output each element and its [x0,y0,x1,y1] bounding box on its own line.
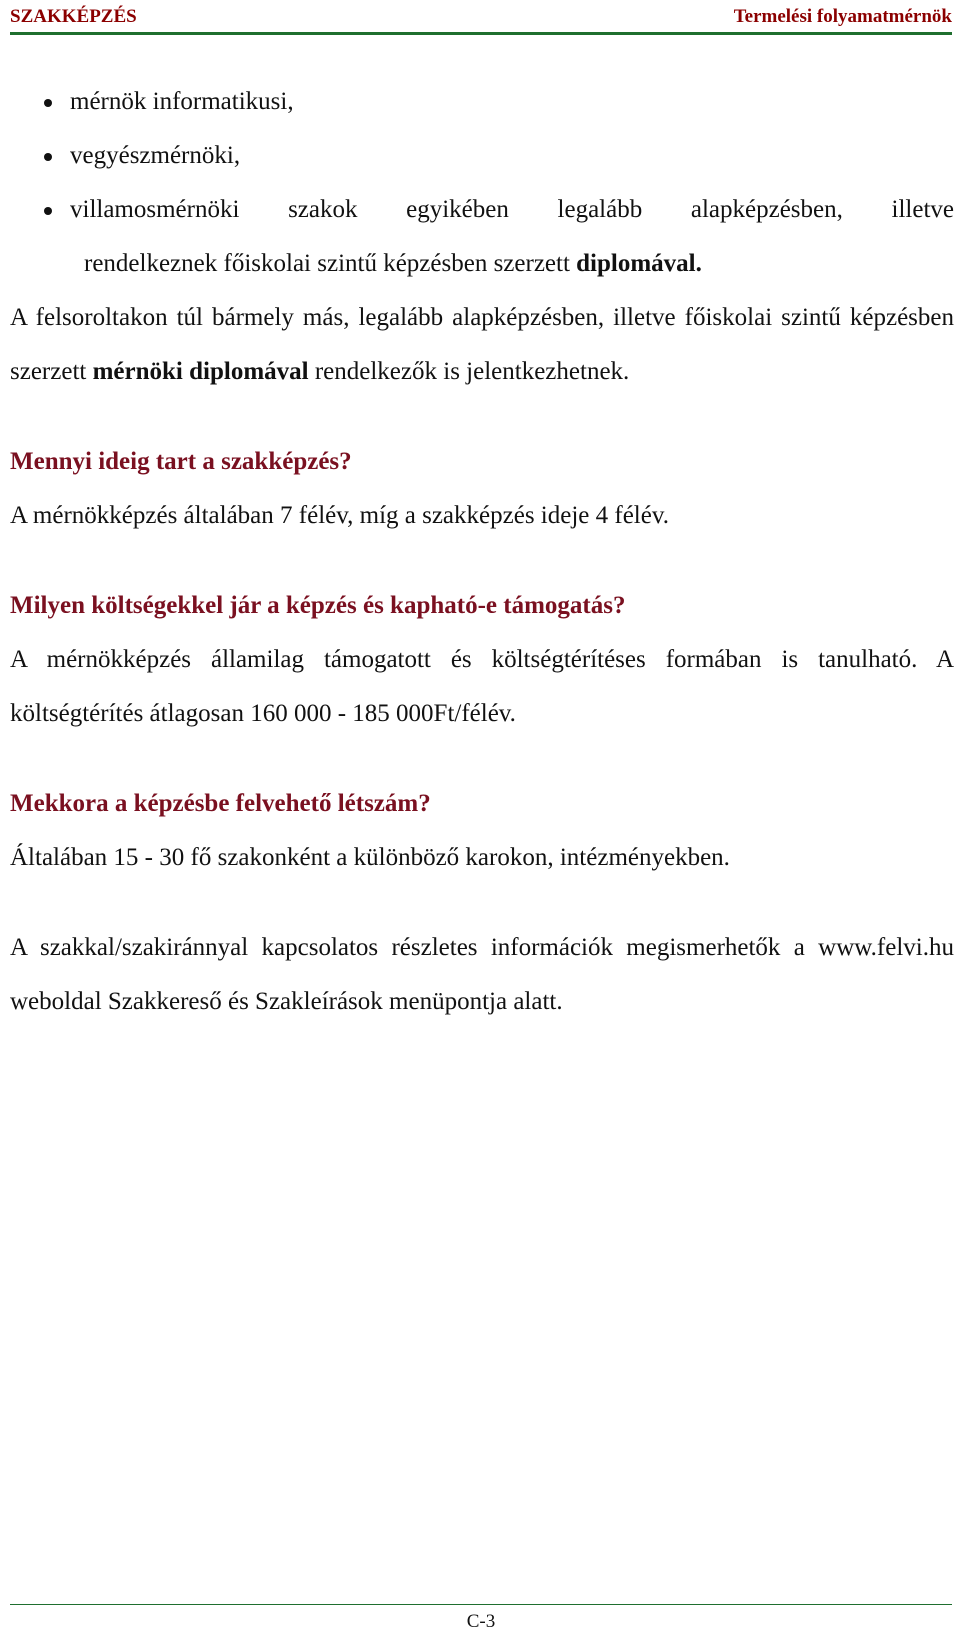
question-duration: Mennyi ideig tart a szakképzés? [10,448,352,475]
bullet-continuation-text: rendelkeznek főiskolai szintű képzésben szerzett [84,250,577,277]
bullet-continuation [10,237,954,291]
header-right-title: Termelési folyamatmérnök [733,6,952,27]
paragraph-text: A felsoroltakon túl bármely más, legalább alapképzésben, illetve főiskolai szintű képzésben szerzett [10,304,954,385]
paragraph-text-end: rendelkezők is jelentkezhetnek. [308,358,630,385]
bold-diploma-text: diplomával. [576,250,702,277]
bullet-icon [44,207,52,215]
list-item [10,75,954,129]
bullet-icon [44,99,52,107]
eligibility-paragraph [10,291,954,399]
list-item-text: mérnök informatikusi, [70,88,294,115]
page-footer [10,1604,952,1632]
bullet-list [10,75,954,237]
answer-costs: A mérnökképzés államilag támogatott és költségtérítéses formában is tanulható. A költségtérítés átlagosan 160 000 - 185 000Ft/félév. [10,646,954,727]
list-item [10,183,954,237]
page-number: C-3 [466,1611,496,1632]
bold-engineering-diploma: mérnöki diplomával [92,358,309,385]
bullet-icon [44,153,52,161]
answer-duration: A mérnökképzés általában 7 félév, míg a szakképzés ideje 4 félév. [10,502,669,529]
header-left-title: SZAKKÉPZÉS [10,6,137,27]
page-header [10,2,952,35]
closing-paragraph: A szakkal/szakiránnyal kapcsolatos részletes információk megismerhetők a www.felvi.hu weboldal Szakkereső és Szakleírások menüpontja alatt. [10,934,954,1015]
list-item-text: villamosmérnöki szakok egyikében legalább alapképzésben, illetve [70,196,954,223]
question-capacity: Mekkora a képzésbe felvehető létszám? [10,790,431,817]
list-item [10,129,954,183]
document-body [10,75,954,1029]
answer-capacity: Általában 15 - 30 fő szakonként a különböző karokon, intézményekben. [10,844,730,871]
question-costs: Milyen költségekkel jár a képzés és kapható-e támogatás? [10,592,626,619]
list-item-text: vegyészmérnöki, [70,142,241,169]
